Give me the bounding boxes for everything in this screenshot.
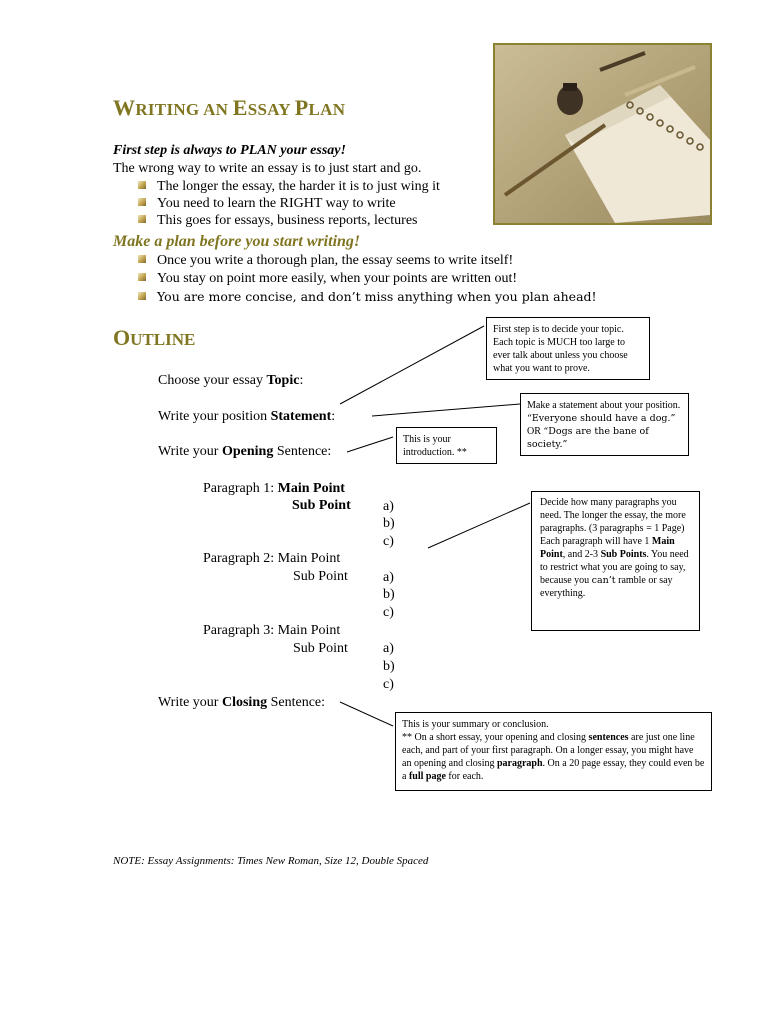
callout-opening: This is your introduction. ** <box>396 427 497 464</box>
marker-b: b) <box>383 659 395 674</box>
callout-statement: Make a statement about your position. “Everyone should have a dog.” OR “Dogs are the bane of society.” <box>520 393 689 456</box>
paragraph-3-label: Paragraph 3: Main Point <box>203 623 341 638</box>
topic-row: Choose your essay Topic: <box>158 373 304 388</box>
page-title: WRITING AN ESSAY PLAN <box>113 95 346 120</box>
paragraph-1-label: Paragraph 1: Main Point <box>203 481 345 496</box>
sub-point-label: Sub Point <box>293 569 348 584</box>
list-item: You need to learn the RIGHT way to write <box>138 196 396 212</box>
marker-c: c) <box>383 677 394 692</box>
marker-a: a) <box>383 570 394 585</box>
footer-note: NOTE: Essay Assignments: Times New Roman, Size 12, Double Spaced <box>113 855 429 867</box>
plan-heading: Make a plan before you start writing! <box>113 233 361 250</box>
list-item: This goes for essays, business reports, lectures <box>138 213 418 229</box>
list-item: Once you write a thorough plan, the essay seems to write itself! <box>138 253 513 269</box>
callout-paragraphs: Decide how many paragraphs you need. The longer the essay, the more paragraphs. (3 paragraphs = 1 Page) Each paragraph will have 1 Main Point, and 2-3 Sub Points. You need to restrict what you are going to say, because you can’t ramble or say everything. <box>531 491 700 631</box>
statement-row: Write your position Statement: <box>158 409 336 424</box>
marker-a: a) <box>383 641 394 656</box>
list-item: The longer the essay, the harder it is to just wing it <box>138 179 440 195</box>
outline-heading: OUTLINE <box>113 325 196 350</box>
sub-point-label: Sub Point <box>293 641 348 656</box>
intro-sentence: The wrong way to write an essay is to just start and go. <box>113 161 422 176</box>
marker-b: b) <box>383 587 395 602</box>
marker-a: a) <box>383 499 394 514</box>
sub-point-label: Sub Point <box>292 498 351 513</box>
intro-heading: First step is always to PLAN your essay! <box>113 143 346 158</box>
opening-row: Write your Opening Sentence: <box>158 444 332 459</box>
callout-topic: First step is to decide your topic. Each topic is MUCH too large to ever talk about unless you choose what you want to prove. <box>486 317 650 380</box>
callout-closing: This is your summary or conclusion. ** On a short essay, your opening and closing sentences are just one line each, and part of your first paragraph. On a longer essay, you might have an opening and closing paragraph. On a 20 page essay, they could even be a full page for each. <box>395 712 712 791</box>
marker-c: c) <box>383 605 394 620</box>
paragraph-2-label: Paragraph 2: Main Point <box>203 551 341 566</box>
marker-b: b) <box>383 516 395 531</box>
list-item: You are more concise, and don’t miss anything when you plan ahead! <box>138 289 597 304</box>
closing-row: Write your Closing Sentence: <box>158 695 326 710</box>
list-item: You stay on point more easily, when your points are written out! <box>138 271 517 287</box>
marker-c: c) <box>383 534 394 549</box>
